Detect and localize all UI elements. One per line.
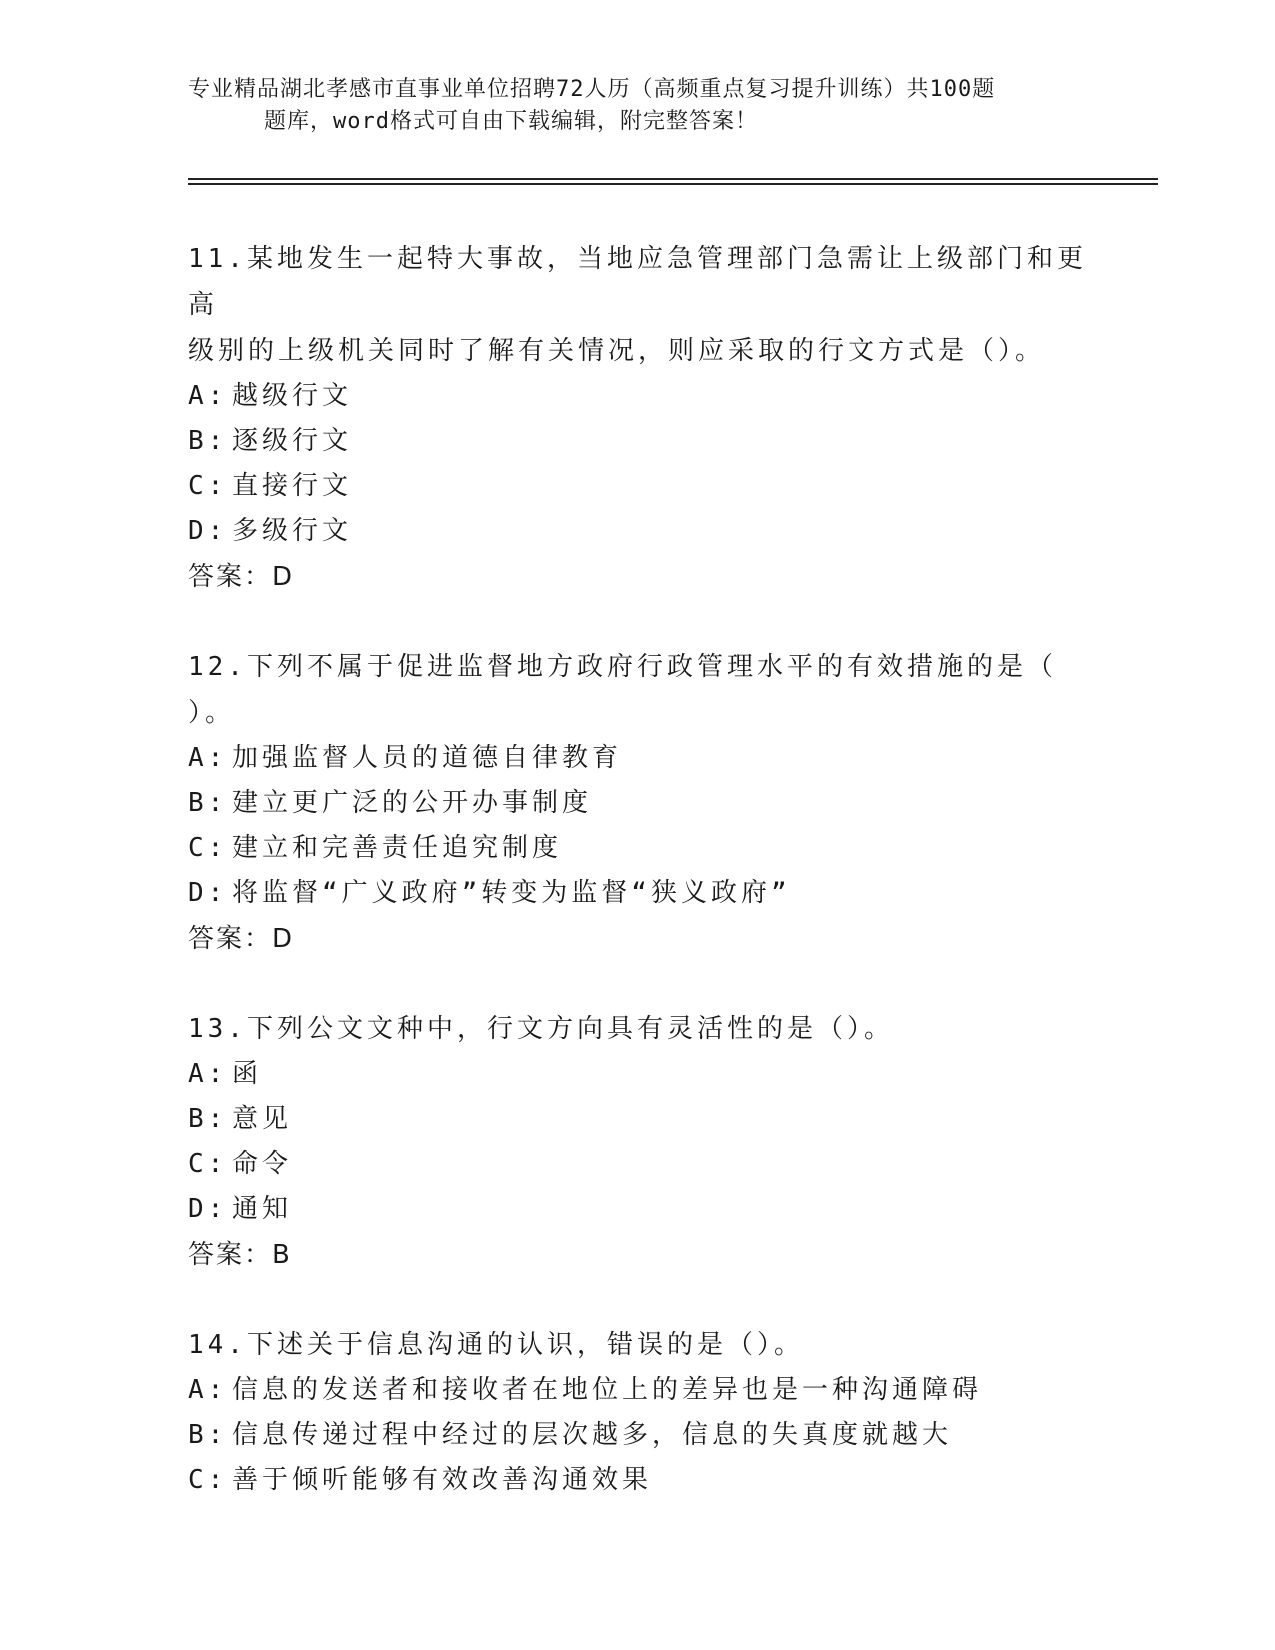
option-b bbox=[188, 781, 1088, 826]
option-text: 函 bbox=[232, 1059, 263, 1089]
option-key: A: bbox=[188, 743, 228, 773]
option-key: C: bbox=[188, 833, 228, 863]
question-list bbox=[188, 236, 1088, 1547]
option-text: 越级行文 bbox=[232, 381, 353, 411]
option-text: 通知 bbox=[232, 1194, 293, 1224]
option-c bbox=[188, 826, 1088, 871]
option-d bbox=[188, 1187, 1088, 1232]
option-text: 直接行文 bbox=[232, 471, 353, 501]
question-11 bbox=[188, 236, 1088, 600]
option-text: 加强监督人员的道德自律教育 bbox=[232, 743, 623, 773]
question-stem: 11.某地发生一起特大事故，当地应急管理部门急需让上级部门和更高 bbox=[188, 244, 1087, 320]
option-a bbox=[188, 1052, 1088, 1097]
option-text: 逐级行文 bbox=[232, 426, 353, 456]
option-text: 信息的发送者和接收者在地位上的差异也是一种沟通障碍 bbox=[232, 1375, 983, 1405]
option-key: D: bbox=[188, 1194, 228, 1224]
option-key: C: bbox=[188, 1465, 228, 1495]
option-c bbox=[188, 1142, 1088, 1187]
question-stem-continued: ）。 bbox=[188, 698, 236, 728]
option-key: B: bbox=[188, 426, 228, 456]
option-a bbox=[188, 374, 1088, 419]
question-stem: 12.下列不属于促进监督地方政府行政管理水平的有效措施的是（ bbox=[188, 652, 1057, 682]
header-title-line-1: 专业精品湖北孝感市直事业单位招聘72人历（高频重点复习提升训练）共100题 bbox=[188, 77, 996, 102]
option-key: A: bbox=[188, 1375, 228, 1405]
header-title-line-2: 题库，word格式可自由下载编辑，附完整答案！ bbox=[264, 109, 758, 134]
option-text: 意见 bbox=[232, 1104, 293, 1134]
option-c bbox=[188, 464, 1088, 509]
option-key: C: bbox=[188, 471, 228, 501]
option-b bbox=[188, 1413, 1088, 1458]
answer-line: 答案：B bbox=[188, 1240, 292, 1270]
option-d bbox=[188, 871, 1088, 916]
question-13 bbox=[188, 1006, 1088, 1278]
question-14 bbox=[188, 1322, 1088, 1503]
option-a bbox=[188, 1368, 1088, 1413]
option-b bbox=[188, 419, 1088, 464]
option-key: C: bbox=[188, 1149, 228, 1179]
question-stem: 14.下述关于信息沟通的认识，错误的是（）。 bbox=[188, 1330, 804, 1360]
answer-line: 答案：D bbox=[188, 562, 295, 592]
question-stem-continued: 级别的上级机关同时了解有关情况，则应采取的行文方式是（）。 bbox=[188, 336, 1046, 366]
option-text: 建立更广泛的公开办事制度 bbox=[232, 788, 593, 818]
option-key: D: bbox=[188, 516, 228, 546]
option-key: D: bbox=[188, 878, 228, 908]
option-text: 善于倾听能够有效改善沟通效果 bbox=[232, 1465, 653, 1495]
option-a bbox=[188, 736, 1088, 781]
option-c bbox=[188, 1458, 1088, 1503]
option-d bbox=[188, 509, 1088, 554]
option-text: 命令 bbox=[232, 1149, 293, 1179]
option-key: B: bbox=[188, 1104, 228, 1134]
option-text: 多级行文 bbox=[232, 516, 353, 546]
option-text: 将监督“广义政府”转变为监督“狭义政府” bbox=[232, 878, 791, 908]
option-key: B: bbox=[188, 788, 228, 818]
option-key: A: bbox=[188, 381, 228, 411]
header-divider-top bbox=[188, 178, 1158, 180]
question-stem: 13.下列公文文种中，行文方向具有灵活性的是（）。 bbox=[188, 1014, 894, 1044]
question-12 bbox=[188, 644, 1088, 962]
option-key: B: bbox=[188, 1420, 228, 1450]
option-key: A: bbox=[188, 1059, 228, 1089]
option-text: 信息传递过程中经过的层次越多，信息的失真度就越大 bbox=[232, 1420, 953, 1450]
document-header bbox=[188, 74, 1108, 138]
option-text: 建立和完善责任追究制度 bbox=[232, 833, 563, 863]
header-divider-bottom bbox=[188, 183, 1158, 185]
option-b bbox=[188, 1097, 1088, 1142]
answer-line: 答案：D bbox=[188, 924, 295, 954]
